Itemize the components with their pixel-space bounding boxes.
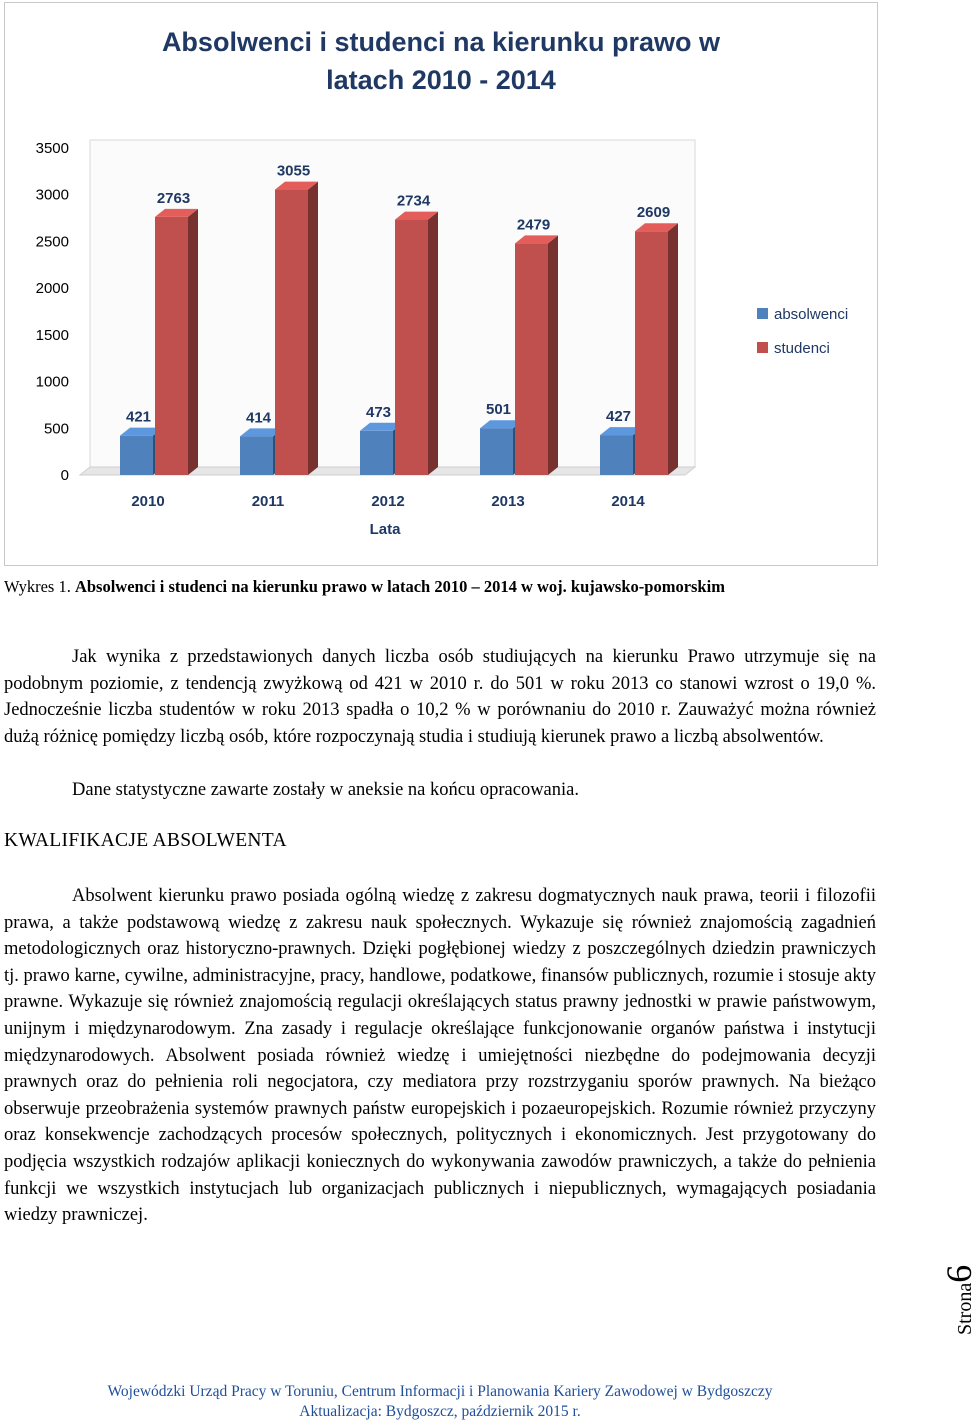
studenci-bar-side (188, 209, 198, 475)
studenci-bar-side (668, 223, 678, 475)
studenci-bar (155, 217, 188, 475)
chart-title-line2: latach 2010 - 2014 (326, 65, 556, 95)
absolwenci-bar (240, 436, 273, 475)
legend-label-absolwenci: absolwenci (774, 306, 849, 323)
legend-label-studenci: studenci (774, 340, 830, 357)
studenci-bar (395, 220, 428, 475)
studenci-bar (275, 190, 308, 475)
absolwenci-bar (600, 435, 633, 475)
studenci-bar (515, 243, 548, 475)
legend-swatch-absolwenci (757, 308, 768, 319)
studenci-bar-side (548, 235, 558, 475)
data-label: 421 (125, 408, 152, 426)
footer-institution: Wojewódzki Urząd Pracy w Toruniu, Centrum Informacji i Planowania Kariery Zawodowej w Bydgoszczy (107, 1383, 773, 1400)
paragraph-annex-note: Dane statystyczne zawarte zostały w aneksie na końcu opracowania. (72, 780, 579, 800)
bar-chart (5, 3, 877, 565)
page-number-label (938, 1265, 980, 1335)
x-tick-label: 2012 (371, 493, 405, 510)
data-label: 427 (605, 408, 632, 426)
absolwenci-bar (360, 431, 393, 475)
y-tick-label: 3500 (35, 140, 69, 157)
chart-container (4, 2, 878, 566)
data-label: 3055 (276, 162, 311, 180)
page-footer (0, 1382, 880, 1422)
absolwenci-bar (120, 436, 153, 475)
legend-swatch-studenci (757, 342, 768, 353)
studenci-bar-side (308, 182, 318, 475)
y-tick-label: 2000 (35, 280, 69, 298)
x-tick-label: 2011 (251, 493, 285, 510)
section-heading: KWALIFIKACJE ABSOLWENTA (4, 830, 287, 851)
caption-prefix: Wykres 1. (4, 577, 75, 596)
y-tick-label: 1500 (35, 326, 69, 344)
data-label: 2763 (156, 189, 191, 207)
absolwenci-bar (480, 428, 513, 475)
data-label: 501 (485, 401, 512, 419)
x-tick-label: 2010 (131, 493, 165, 510)
paragraph-qualifications: Absolwent kierunku prawo posiada ogólną wiedzę z zakresu dogmatycznych nauk prawa, teorii i filozofii prawa, a także podstawową wiedzę z zakresu nauk społecznych. Wykazuje się również znajomością zagadnień metodologicznych oraz historyczno-prawnych. Dzięki pogłębionej wiedzy z poszczególnych dziedzin prawniczych tj. prawo karne, cywilne, administracyjne, pracy, handlowe, podatkowe, finansów publicznych, rozumie i stosuje akty prawne. Wykazuje się również znajomością regulacji określających status prawny jednostki w prawie państwowym, unijnym i międzynarodowym. Zna zasady i regulacje określające funkcjonowanie organów państwa i instytucji międzynarodowych. Absolwent posiada również wiedzę i umiejętności niezbędne do podejmowania decyzji prawnych oraz do pełnienia roli negocjatora, czy mediatora przy rozstrzyganiu sporów prawnych. Na bieżąco obserwuje przeobrażenia systemów prawnych państw europejskich i pozaeuropejskich. Rozumie również przyczyny oraz konsekwencje zachodzących procesów społecznych, politycznych i ekonomicznych. Jest przygotowany do podjęcia wszystkich rodzajów aplikacji koniecznych do wykonywania zawodów prawniczych, a także do pełnienia funkcji we wszystkich instytucjach lub organizacjach publicznych i niepublicznych, wymagających posiadania wiedzy prawniczej. (4, 886, 876, 1226)
data-label: 2609 (636, 204, 671, 222)
y-tick-label: 2500 (35, 233, 69, 251)
data-label: 2479 (516, 216, 551, 234)
figure-caption (4, 577, 884, 597)
footer-update-date: Aktualizacja: Bydgoszcz, październik 2015 r. (299, 1403, 581, 1420)
page-number: 6 (939, 1264, 979, 1283)
y-tick-label: 500 (43, 420, 69, 438)
studenci-bar (635, 231, 668, 475)
data-label: 2734 (396, 192, 431, 210)
y-tick-label: 0 (60, 467, 69, 484)
page-label-word: Strona (954, 1282, 976, 1335)
paragraph-analysis: Jak wynika z przedstawionych danych liczba osób studiujących na kierunku Prawo utrzymuje się na podobnym poziomie, z tendencją zwyżkową od 421 w 2010 r. do 501 w roku 2013 co stanowi wzrost o 19,0 %. Jednocześnie liczba studentów w roku 2013 spadła o 10,2 % w porównaniu do 2010 r. Zauważyć można również dużą różnicę pomiędzy liczbą osób, które rozpoczynają studia i studiują kierunek prawo a liczbą absolwentów. (4, 647, 876, 747)
data-label: 473 (365, 403, 392, 421)
y-tick-label: 1000 (35, 373, 69, 391)
studenci-bar-side (428, 212, 438, 475)
chart-title-line1: Absolwenci i studenci na kierunku prawo w (161, 27, 721, 57)
caption-text: Absolwenci i studenci na kierunku prawo w latach 2010 – 2014 w woj. kujawsko-pomorskim (74, 577, 725, 596)
x-axis-label: Lata (369, 521, 401, 538)
x-tick-label: 2014 (611, 493, 645, 510)
x-tick-label: 2013 (491, 493, 525, 510)
y-tick-label: 3000 (35, 186, 69, 204)
data-label: 414 (245, 409, 272, 427)
